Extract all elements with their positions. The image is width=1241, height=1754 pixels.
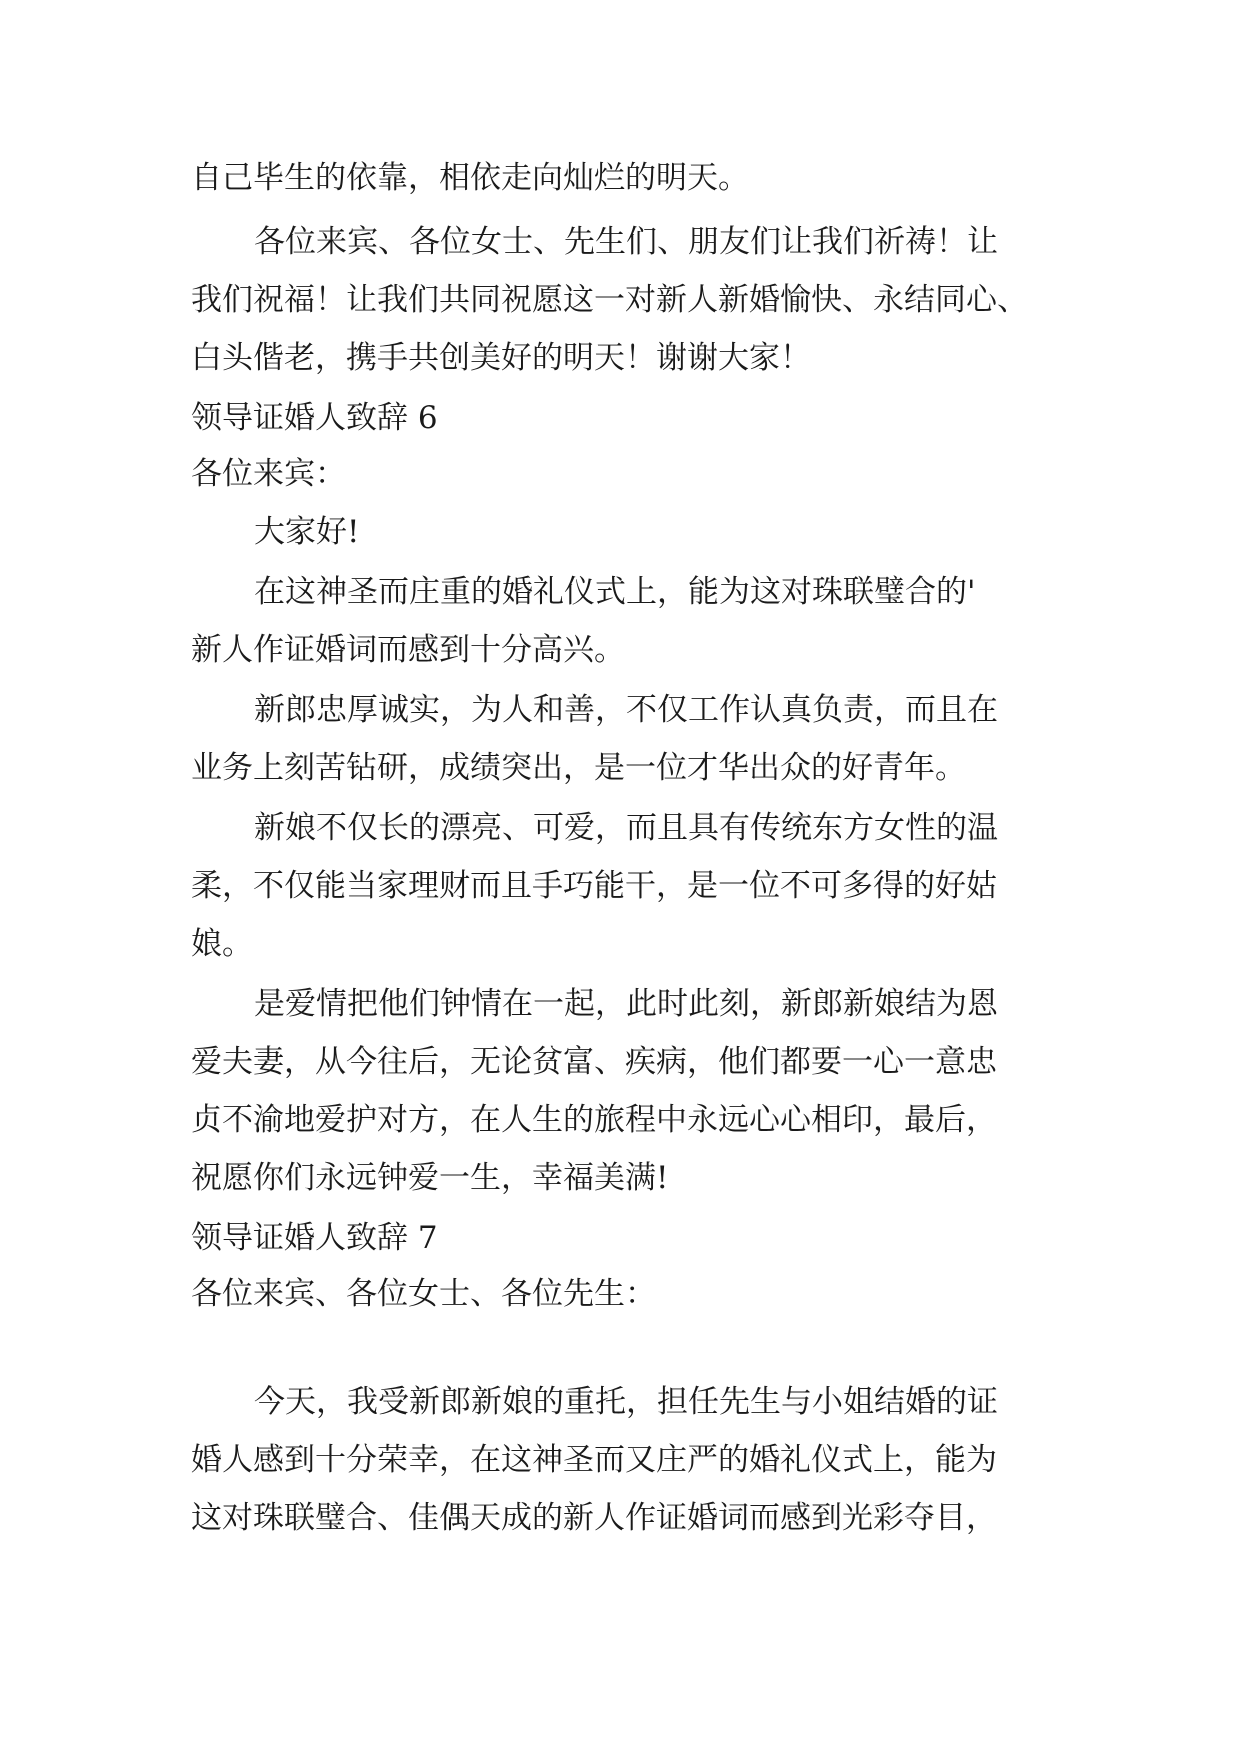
text-line: 娘。 <box>191 926 253 962</box>
salutation: 各位来宾： <box>191 456 346 492</box>
text-line: 柔，不仅能当家理财而且手巧能干，是一位不可多得的好姑 <box>191 868 997 904</box>
text-line: 新郎忠厚诚实，为人和善，不仅工作认真负责，而且在 <box>254 692 998 728</box>
text-line: 在这神圣而庄重的婚礼仪式上，能为这对珠联璧合的' <box>254 574 976 610</box>
text-line: 祝愿你们永远钟爱一生，幸福美满! <box>191 1160 669 1196</box>
text-line: 贞不渝地爱护对方，在人生的旅程中永远心心相印，最后， <box>191 1102 997 1138</box>
text-line: 这对珠联璧合、佳偶天成的新人作证婚词而感到光彩夺目， <box>191 1500 997 1536</box>
text-line: 爱夫妻，从今往后，无论贫富、疾病，他们都要一心一意忠 <box>191 1044 997 1080</box>
text-line: 新人作证婚词而感到十分高兴。 <box>191 632 625 668</box>
salutation: 各位来宾、各位女士、各位先生： <box>191 1276 656 1312</box>
greeting: 大家好! <box>254 514 360 550</box>
text-line: 我们祝福！让我们共同祝愿这一对新人新婚愉快、永结同心、 <box>191 282 1028 318</box>
text-line: 白头偕老，携手共创美好的明天！谢谢大家！ <box>191 340 811 376</box>
text-line: 业务上刻苦钻研，成绩突出，是一位才华出众的好青年。 <box>191 750 966 786</box>
text-line: 新娘不仅长的漂亮、可爱，而且具有传统东方女性的温 <box>254 810 998 846</box>
section-title: 领导证婚人致辞 6 <box>191 400 438 436</box>
text-line: 是爱情把他们钟情在一起，此时此刻，新郎新娘结为恩 <box>254 986 998 1022</box>
section-title: 领导证婚人致辞 7 <box>191 1220 438 1256</box>
text-line: 今天，我受新郎新娘的重托，担任先生与小姐结婚的证 <box>254 1384 998 1420</box>
text-line: 各位来宾、各位女士、先生们、朋友们让我们祈祷！让 <box>254 224 998 260</box>
text-line: 自己毕生的依靠，相依走向灿烂的明天。 <box>191 160 749 196</box>
text-line: 婚人感到十分荣幸，在这神圣而又庄严的婚礼仪式上，能为 <box>191 1442 997 1478</box>
